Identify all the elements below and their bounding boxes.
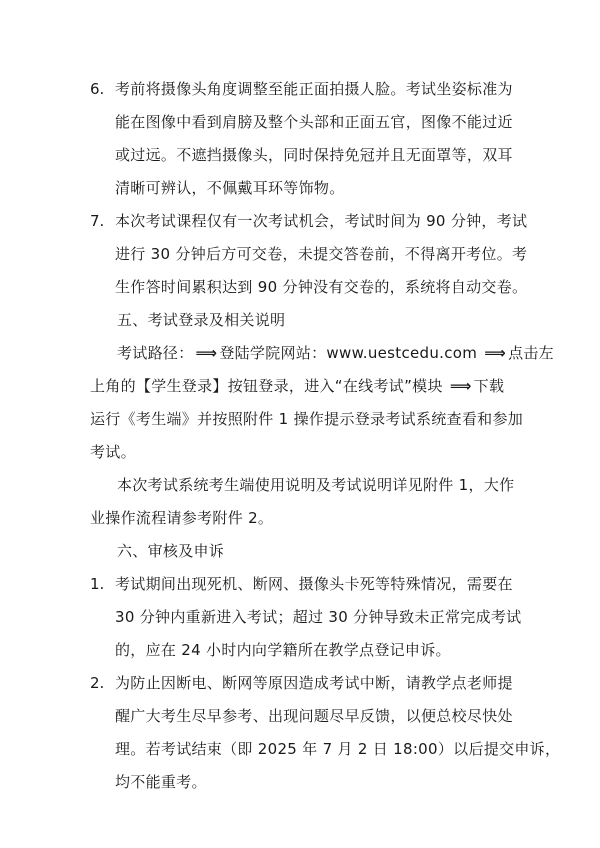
list-item-text: 考试期间出现死机、断网、摄像头卡死等特殊情况，需要在 bbox=[115, 575, 513, 593]
list-item-text: 考前将摄像头角度调整至能正面拍摄人脸。考试坐姿标准为 bbox=[115, 80, 513, 98]
section-heading: 六、审核及申诉 bbox=[117, 542, 225, 560]
list-item-text: 本次考试课程仅有一次考试机会，考试时间为 90 分钟，考试 bbox=[115, 212, 528, 230]
list-number: 7. bbox=[90, 212, 105, 230]
arrow-icon: ⟹ bbox=[484, 344, 507, 362]
list-item-text: 或过远。不遮挡摄像头，同时保持免冠并且无面罩等，双耳 bbox=[115, 146, 513, 164]
path-text: 点击左 bbox=[508, 344, 554, 362]
list-item-text: 进行 30 分钟后方可交卷，未提交答卷前，不得离开考位。考 bbox=[115, 245, 528, 263]
list-item-text: 理。若考试结束（即 2025 年 7 月 2 日 18:00）以后提交申诉， bbox=[115, 740, 561, 758]
path-label: 考试路径： bbox=[117, 344, 194, 362]
paragraph-line: 业操作流程请参考附件 2。 bbox=[90, 509, 274, 527]
list-number: 6. bbox=[90, 80, 105, 98]
list-item-text: 清晰可辨认，不佩戴耳环等饰物。 bbox=[115, 179, 345, 197]
list-item-text: 的，应在 24 小时内向学籍所在教学点登记申诉。 bbox=[115, 641, 451, 659]
paragraph-line: 本次考试系统考生端使用说明及考试说明详见附件 1，大作 bbox=[117, 476, 515, 494]
list-item-text: 为防止因断电、断网等原因造成考试中断，请教学点老师提 bbox=[115, 674, 513, 692]
exam-path-line bbox=[117, 343, 554, 363]
path-text: 下载 bbox=[473, 377, 505, 395]
list-item-text: 生作答时间累积达到 90 分钟没有交卷的，系统将自动交卷。 bbox=[115, 278, 528, 296]
exam-path-line bbox=[90, 376, 504, 396]
list-item-text: 均不能重考。 bbox=[115, 773, 207, 791]
list-item-text: 能在图像中看到肩膀及整个头部和正面五官，图像不能过近 bbox=[115, 113, 513, 131]
list-item-text: 醒广大考生尽早参考、出现问题尽早反馈，以便总校尽快处 bbox=[115, 707, 513, 725]
paragraph-line: 考试。 bbox=[90, 443, 136, 461]
arrow-icon: ⟹ bbox=[195, 344, 218, 362]
list-number: 1. bbox=[90, 575, 105, 593]
section-heading: 五、考试登录及相关说明 bbox=[117, 311, 286, 329]
arrow-icon: ⟹ bbox=[449, 377, 472, 395]
path-text: 登陆学院网站：www.uestcedu.com bbox=[219, 344, 478, 362]
path-text: 上角的【学生登录】按钮登录，进入“在线考试”模块 bbox=[90, 377, 443, 395]
list-item-text: 30 分钟内重新进入考试；超过 30 分钟导致未正常完成考试 bbox=[115, 608, 522, 626]
paragraph-line: 运行《考生端》并按照附件 1 操作提示登录考试系统查看和参加 bbox=[90, 410, 524, 428]
list-number: 2. bbox=[90, 674, 105, 692]
